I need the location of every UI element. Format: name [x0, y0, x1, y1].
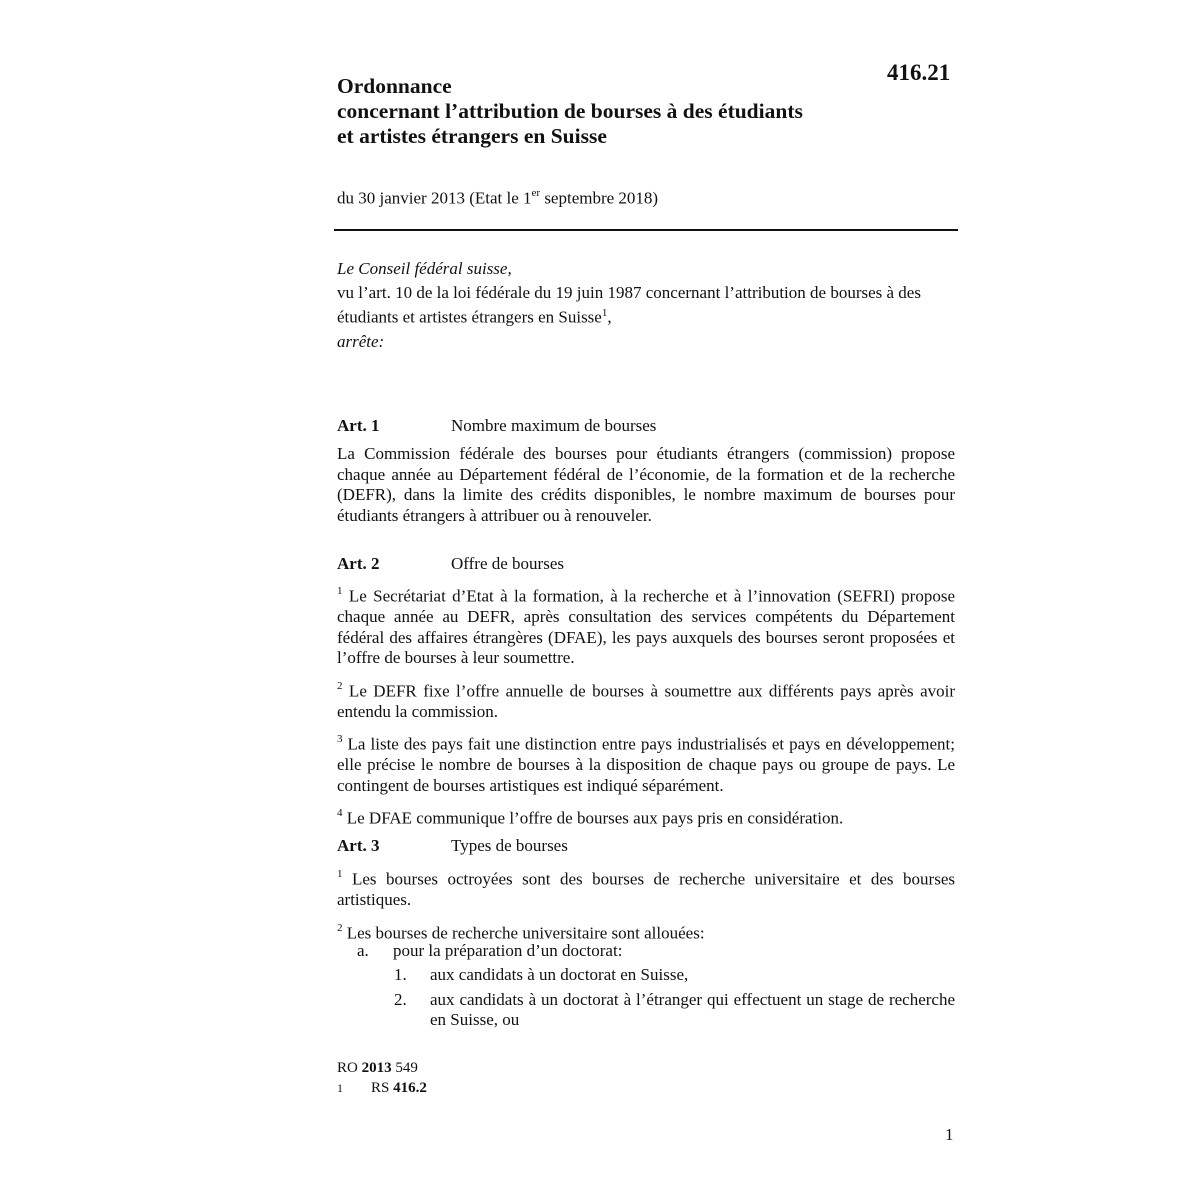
list-marker: 1. [394, 965, 407, 984]
article-number: Art. 1 [337, 416, 380, 435]
paragraph: $^4$ Le DFAE communique l’offre de bourses aux pays pris en considération. [337, 807, 844, 829]
article-body [337, 444, 955, 526]
list-text: pour la préparation d’un doctorat: [393, 941, 623, 960]
article-text: La Commission fédérale des bourses pour étudiants étrangers (commission) propose chaque année au Département fédéral de l’économie, de la formation et de la recherche (DEFR), dans la limite des crédits disponibles, le nombre maximum de bourses pour étudiants étrangers à attribuer ou à renouveler. [337, 444, 955, 525]
footnote-ref[interactable]: 1 [601, 307, 608, 319]
authority: Le Conseil fédéral suisse, [337, 259, 512, 278]
title-line: concernant l’attribution de bourses à des étudiants [337, 99, 803, 123]
numbered-list [394, 965, 955, 1035]
paragraph: $^1$ Le Secrétariat d’Etat à la formation, à la recherche et à l’innovation (SEFRI) propose chaque année au DEFR, après consultation des services compétents du Département fédéral des affaires étrangères (DFAE), les pays auxquels des bourses seront proposées et l’offre de bourses à leur soumettre. [337, 585, 955, 668]
article-heading [337, 836, 568, 856]
document-date: du 30 janvier 2013 (Etat le 1er septembre 2018) [337, 187, 659, 208]
footnote: 1 RS 416.2 [337, 1080, 427, 1096]
article-body [337, 865, 955, 952]
list-item [394, 965, 955, 986]
article-heading [337, 416, 656, 436]
header-divider [334, 229, 958, 231]
sr-number: 416.21 [887, 60, 951, 85]
list-marker: 2. [394, 989, 407, 1009]
paragraph: $^2$ Les bourses de recherche universitaire sont allouées: [337, 921, 705, 943]
paragraph: $^2$ Le DEFR fixe l’offre annuelle de bourses à soumettre aux différents pays après avoir entendu la commission. [337, 679, 955, 721]
article-number: Art. 2 [337, 554, 380, 573]
paragraph: $^1$ Les bourses octroyées sont des bourses de recherche universitaire et des bourses artistiques. [337, 868, 955, 910]
list-item [357, 941, 955, 962]
list-text: aux candidats à un doctorat en Suisse, [430, 965, 689, 984]
article-heading [337, 554, 564, 574]
article-body [337, 582, 955, 838]
footnotes [337, 1058, 427, 1098]
decree: arrête: [337, 331, 385, 351]
title-line: et artistes étrangers en Suisse [337, 124, 607, 148]
title-line: Ordonnance [337, 74, 452, 98]
preamble [337, 259, 957, 356]
document-title [337, 74, 897, 149]
article-title: Types de bourses [451, 836, 568, 855]
list-item [394, 990, 955, 1031]
ro-reference: RO 2013 549 [337, 1060, 418, 1076]
article-number: Art. 3 [337, 836, 380, 855]
article-title: Nombre maximum de bourses [451, 416, 657, 435]
list-marker: a. [357, 941, 369, 960]
paragraph: $^3$ La liste des pays fait une distinction entre pays industrialisés et pays en développement; elle précise le nombre de bourses à la disposition de chaque pays ou groupe de pays. Le contingent de bourses artistiques est indiqué séparément. [337, 733, 955, 795]
article-title: Offre de bourses [451, 554, 564, 573]
list-text: aux candidats à un doctorat à l’étranger qui effectuent un stage de recherche en Suisse, ou [430, 989, 955, 1029]
page-number: 1 [945, 1125, 954, 1144]
legal-basis: vu l’art. 10 de la loi fédérale du 19 juin 1987 concernant l’attribution de bourses à des étudiants et artistes étrangers en Suisse$^1$, [337, 283, 921, 327]
